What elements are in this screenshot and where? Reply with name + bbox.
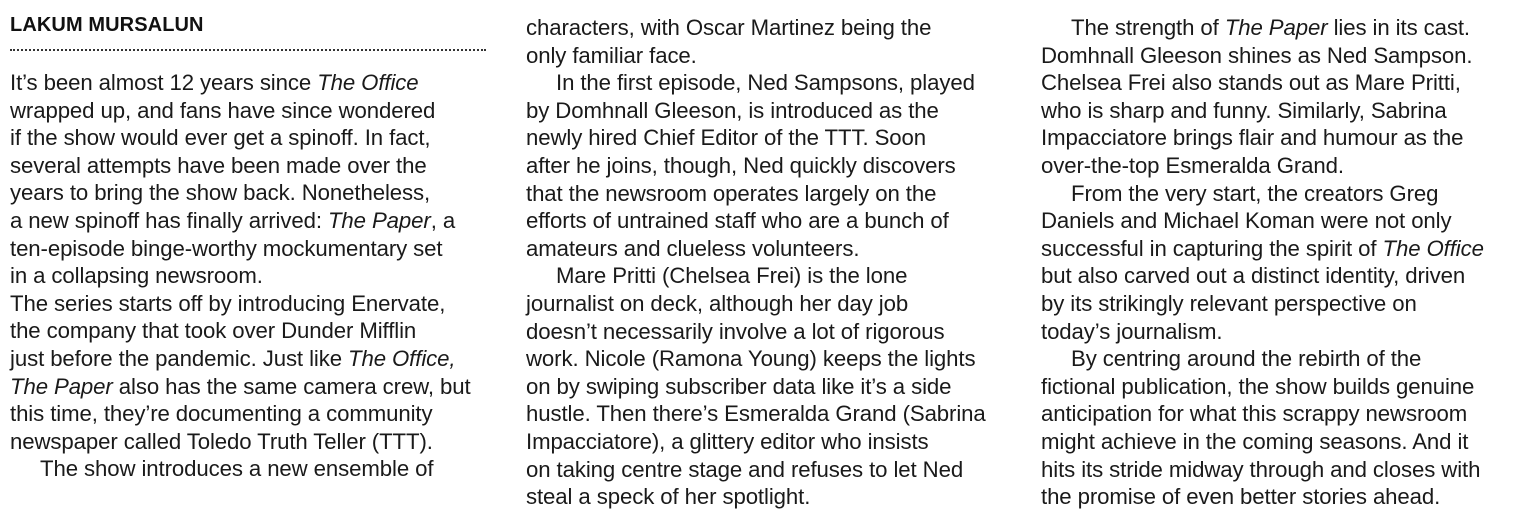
text-line <box>1041 97 1447 125</box>
text-run: who is sharp and funny. Similarly, Sabrina <box>1041 97 1447 123</box>
text-run: successful in capturing the spirit of <box>1041 235 1383 261</box>
byline: LAKUM MURSALUN <box>10 14 204 36</box>
text-run: fictional publication, the show builds genuine <box>1041 373 1475 399</box>
title-italic: The Office <box>317 70 419 95</box>
text-line <box>526 345 975 373</box>
text-line <box>10 152 427 180</box>
text-run: after he joins, though, Ned quickly discovers <box>526 153 956 178</box>
text-line <box>526 42 697 70</box>
text-line <box>10 179 430 207</box>
text-line <box>526 428 929 456</box>
text-run: In the first episode, Ned Sampsons, played <box>556 70 975 96</box>
text-run: amateurs and clueless volunteers. <box>526 235 860 261</box>
text-run: lies in its cast. <box>1327 15 1470 40</box>
text-line <box>1041 69 1461 97</box>
text-run: that the newsroom operates largely on the <box>526 180 937 206</box>
text-line <box>1041 400 1467 428</box>
text-run: Mare Pritti (Chelsea Frei) is the lone <box>556 263 908 289</box>
text-run: Impacciatore brings flair and humour as the <box>1041 125 1464 151</box>
text-line <box>10 455 433 483</box>
text-line <box>526 14 931 42</box>
text-line <box>1041 373 1474 401</box>
text-line <box>1041 42 1472 70</box>
text-run: in a collapsing newsroom. <box>10 263 263 289</box>
text-line <box>10 345 455 373</box>
text-run: newspaper called Toledo Truth Teller (TTT). <box>10 428 433 454</box>
text-run: years to bring the show back. Nonetheless, <box>10 180 431 206</box>
text-line <box>10 400 432 428</box>
title-italic: The Paper <box>327 208 431 233</box>
text-run: The show introduces a new ensemble of <box>40 456 434 482</box>
text-line <box>10 69 419 97</box>
text-run: The strength of <box>1071 15 1225 40</box>
text-run: also has the same camera crew, but <box>112 373 471 399</box>
text-line <box>526 69 975 97</box>
text-line <box>526 207 949 235</box>
text-run: efforts of untrained staff who are a bunch of <box>526 208 949 234</box>
text-line <box>1041 262 1465 290</box>
text-run: over-the-top Esmeralda Grand. <box>1041 153 1344 178</box>
title-italic: The Paper <box>1224 15 1328 40</box>
text-run: newly hired Chief Editor of the TTT. Soon <box>526 125 926 151</box>
text-line <box>526 456 963 484</box>
text-line <box>1041 152 1344 180</box>
text-line <box>10 428 433 456</box>
text-line <box>1041 235 1484 263</box>
text-line <box>526 180 936 208</box>
title-italic: The Paper <box>10 373 113 399</box>
byline-divider <box>10 49 486 51</box>
text-run: Daniels and Michael Koman were not only <box>1041 208 1452 234</box>
text-line <box>10 97 435 125</box>
text-line <box>1041 318 1222 346</box>
text-run: doesn’t necessarily involve a lot of rigorous <box>526 318 945 344</box>
text-run: on taking centre stage and refuses to let Ned <box>526 456 964 482</box>
text-run: the company that took over Dunder Mifflin <box>10 318 417 344</box>
text-line <box>526 262 907 290</box>
text-run: wrapped up, and fans have since wondered <box>10 97 436 123</box>
text-run: this time, they’re documenting a community <box>10 401 433 427</box>
text-run: From the very start, the creators Greg <box>1071 180 1439 206</box>
text-line <box>1041 428 1468 456</box>
text-line <box>10 317 416 345</box>
text-line <box>1041 180 1438 208</box>
text-line <box>10 373 471 401</box>
text-line <box>526 124 926 152</box>
text-run: on by swiping subscriber data like it’s a side <box>526 373 952 399</box>
text-run: anticipation for what this scrappy newsroom <box>1041 401 1468 427</box>
text-line <box>10 290 445 318</box>
text-line <box>10 124 431 152</box>
text-run: Impacciatore), a glittery editor who insists <box>526 429 929 454</box>
text-run: The series starts off by introducing Enervate, <box>10 290 446 316</box>
title-italic: The Office <box>1382 235 1484 261</box>
text-run: today’s journalism. <box>1041 318 1223 344</box>
text-run: by its strikingly relevant perspective on <box>1041 291 1417 316</box>
text-line <box>526 373 951 401</box>
text-line <box>1041 124 1463 152</box>
text-line <box>526 318 945 346</box>
text-line <box>10 207 455 235</box>
text-run: ten-episode binge-worthy mockumentary set <box>10 235 443 261</box>
text-line <box>526 400 986 428</box>
text-line <box>1041 345 1421 373</box>
text-run: might achieve in the coming seasons. And it <box>1041 429 1469 454</box>
text-line <box>10 235 442 263</box>
text-line <box>1041 456 1480 484</box>
title-italic: The Office, <box>348 346 456 371</box>
text-run: hits its stride midway through and closes with <box>1041 456 1481 482</box>
text-run: By centring around the rebirth of the <box>1071 346 1422 372</box>
text-run: Domhnall Gleeson shines as Ned Sampson. <box>1041 42 1473 68</box>
text-line <box>1041 290 1417 318</box>
text-run: several attempts have been made over the <box>10 152 427 178</box>
text-line <box>526 290 908 318</box>
text-run: work. Nicole (Ramona Young) keeps the lights <box>526 346 976 372</box>
text-line <box>1041 14 1470 42</box>
text-line <box>526 152 956 180</box>
text-run: It’s been almost 12 years since <box>10 70 318 95</box>
text-line <box>1041 483 1440 511</box>
text-line <box>1041 207 1452 235</box>
text-run: the promise of even better stories ahead. <box>1041 484 1441 510</box>
text-line <box>10 262 263 290</box>
text-run: a new spinoff has finally arrived: <box>10 208 328 233</box>
text-run: by Domhnall Gleeson, is introduced as the <box>526 97 939 123</box>
text-run: steal a speck of her spotlight. <box>526 484 811 510</box>
text-run: only familiar face. <box>526 42 697 68</box>
text-run: but also carved out a distinct identity, driven <box>1041 263 1466 289</box>
text-run: just before the pandemic. Just like <box>10 346 349 371</box>
text-run: Chelsea Frei also stands out as Mare Pritti, <box>1041 70 1461 96</box>
text-run: characters, with Oscar Martinez being the <box>526 15 932 40</box>
text-run: , a <box>430 208 456 233</box>
text-run: journalist on deck, although her day job <box>526 291 909 316</box>
text-line <box>526 235 859 263</box>
text-line <box>526 483 810 511</box>
text-line <box>526 97 939 125</box>
text-run: if the show would ever get a spinoff. In fact, <box>10 125 431 151</box>
text-run: hustle. Then there’s Esmeralda Grand (Sabrina <box>526 401 986 427</box>
